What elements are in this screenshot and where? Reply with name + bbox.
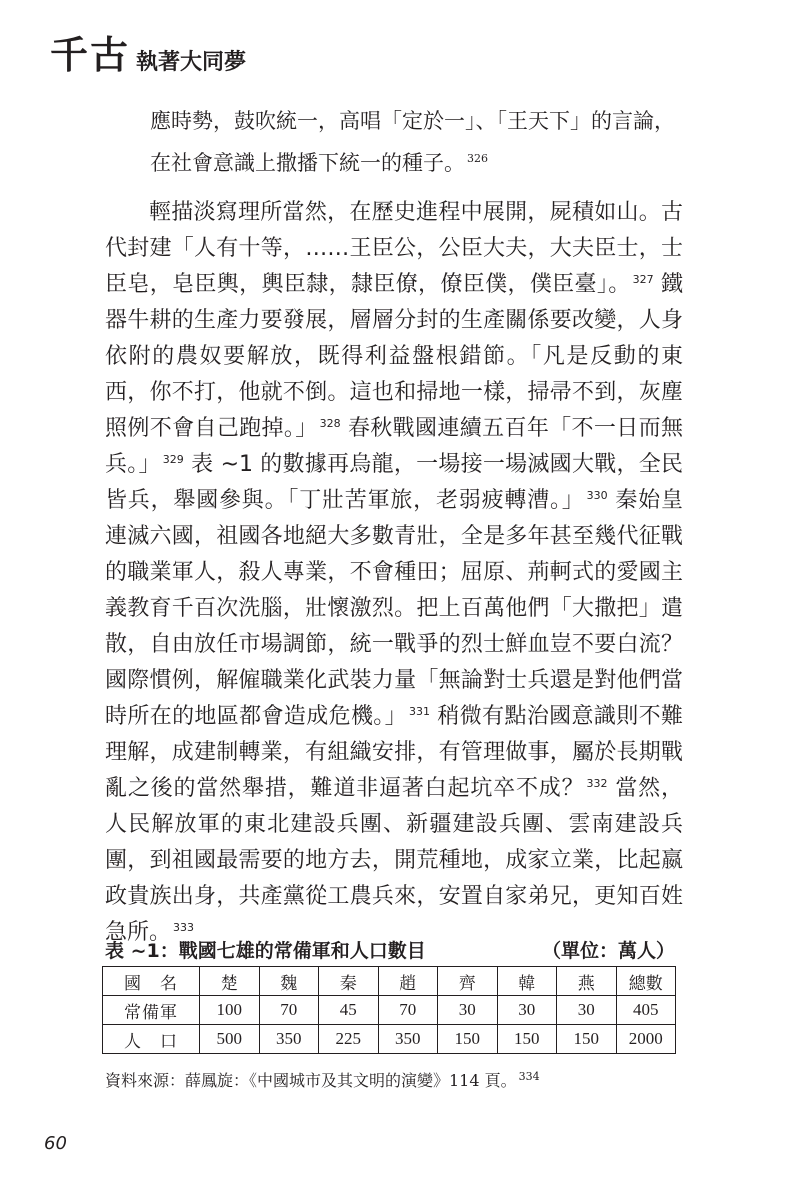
table-cell: 70 [259, 996, 319, 1025]
quote-text: 應時勢，鼓吹統一，高唱「定於一」、「王天下」的言論，在社會意識上撒播下統一的種子。 [150, 109, 675, 175]
page-number: 60 [44, 1133, 67, 1154]
table-cell: 2000 [616, 1025, 676, 1054]
body-segment: 當然，人民解放軍的東北建設兵團、新疆建設兵團、雲南建設兵團，到祖國最需要的地方去，開荒種地，成家立業，比起嬴政貴族出身，共產黨從工農兵來，安置自家弟兄，更知百姓急所。 [105, 776, 683, 945]
book-title-small: 執著大同夢 [136, 48, 247, 75]
table-header-cell: 魏 [259, 967, 319, 996]
table-cell: 150 [497, 1025, 557, 1054]
source-text: 資料來源：薛鳳旋：《中國城市及其文明的演變》114 頁。 [105, 1071, 517, 1090]
footnote-ref[interactable]: 331 [409, 704, 431, 718]
body-paragraph [105, 195, 683, 951]
table-unit: （單位：萬人） [541, 940, 675, 962]
footnote-ref[interactable]: 326 [467, 152, 488, 165]
table-cell: 150 [438, 1025, 498, 1054]
table-cell: 45 [319, 996, 379, 1025]
table-header-cell: 國 名 [103, 967, 200, 996]
table-cell: 500 [200, 1025, 260, 1054]
footnote-ref[interactable]: 328 [319, 416, 341, 430]
table-row-population [103, 1025, 676, 1054]
body-segment: 鐵器牛耕的生產力要發展，層層分封的生產關係要改變，人身依附的農奴要解放，既得利益盤根錯節。「凡是反動的東西，你不打，他就不倒。這也和掃地一樣，掃帚不到，灰塵照例不會自己跑掉。」 [105, 272, 683, 441]
table-cell: 30 [497, 996, 557, 1025]
table-cell: 225 [319, 1025, 379, 1054]
body-segment: 表 ~1 的數據再烏龍，一場接一場滅國大戰，全民皆兵，舉國參與。「丁壯苦軍旅，老弱疲轉漕。」 [105, 452, 683, 513]
footnote-ref[interactable]: 329 [162, 452, 184, 466]
table-cell: 350 [259, 1025, 319, 1054]
footnote-ref[interactable]: 330 [586, 488, 608, 502]
footnote-ref[interactable]: 334 [518, 1069, 540, 1083]
table-cell: 150 [557, 1025, 617, 1054]
body-segment: 春秋戰國連續五百年「不一日而無兵。」 [105, 416, 683, 477]
table-cell: 405 [616, 996, 676, 1025]
footnote-ref[interactable]: 332 [586, 776, 608, 790]
running-header [50, 32, 247, 77]
table-source [105, 1068, 540, 1091]
table-header-cell: 燕 [557, 967, 617, 996]
table-header-cell: 秦 [319, 967, 379, 996]
table-cell: 350 [378, 1025, 438, 1054]
footnote-ref[interactable]: 333 [173, 920, 195, 934]
body-segment: 稍微有點治國意識則不難理解，成建制轉業，有組織安排，有管理做事，屬於長期戰亂之後的當然舉措，難道非逼著白起坑卒不成？ [105, 704, 683, 801]
table-row-army [103, 996, 676, 1025]
footnote-ref[interactable]: 327 [632, 272, 654, 286]
table-cell: 100 [200, 996, 260, 1025]
table-cell: 30 [438, 996, 498, 1025]
book-title-large: 千古 [50, 32, 131, 77]
table-row-label: 常備軍 [103, 996, 200, 1025]
table-row-label: 人 口 [103, 1025, 200, 1054]
block-quote [150, 100, 680, 184]
table-header-cell: 楚 [200, 967, 260, 996]
table-caption [105, 936, 675, 963]
table-header-cell: 齊 [438, 967, 498, 996]
table-header-row [103, 967, 676, 996]
body-segment: 秦始皇連滅六國，祖國各地絕大多數青壯，全是多年甚至幾代征戰的職業軍人，殺人專業，不會種田；屈原、荊軻式的愛國主義教育千百次洗腦，壯懷激烈。把上百萬他們「大撒把」遣散，自由放任市場調節，統一戰爭的烈士鮮血豈不要白流？國際慣例，解僱職業化武裝力量「無論對士兵還是對他們當時所在的地區都會造成危機。」 [105, 488, 683, 729]
body-segment: 輕描淡寫理所當然，在歷史進程中展開，屍積如山。古代封建「人有十等，……王臣公，公臣大夫，大夫臣士，士臣皂，皂臣輿，輿臣隸，隸臣僚，僚臣僕，僕臣臺」。 [105, 200, 683, 297]
table-header-cell: 韓 [497, 967, 557, 996]
table-cell: 70 [378, 996, 438, 1025]
warring-states-table [102, 966, 676, 1054]
table-header-cell: 趙 [378, 967, 438, 996]
table-header-cell: 總數 [616, 967, 676, 996]
table-cell: 30 [557, 996, 617, 1025]
table-title: 表 ~1：戰國七雄的常備軍和人口數目 [105, 940, 426, 962]
